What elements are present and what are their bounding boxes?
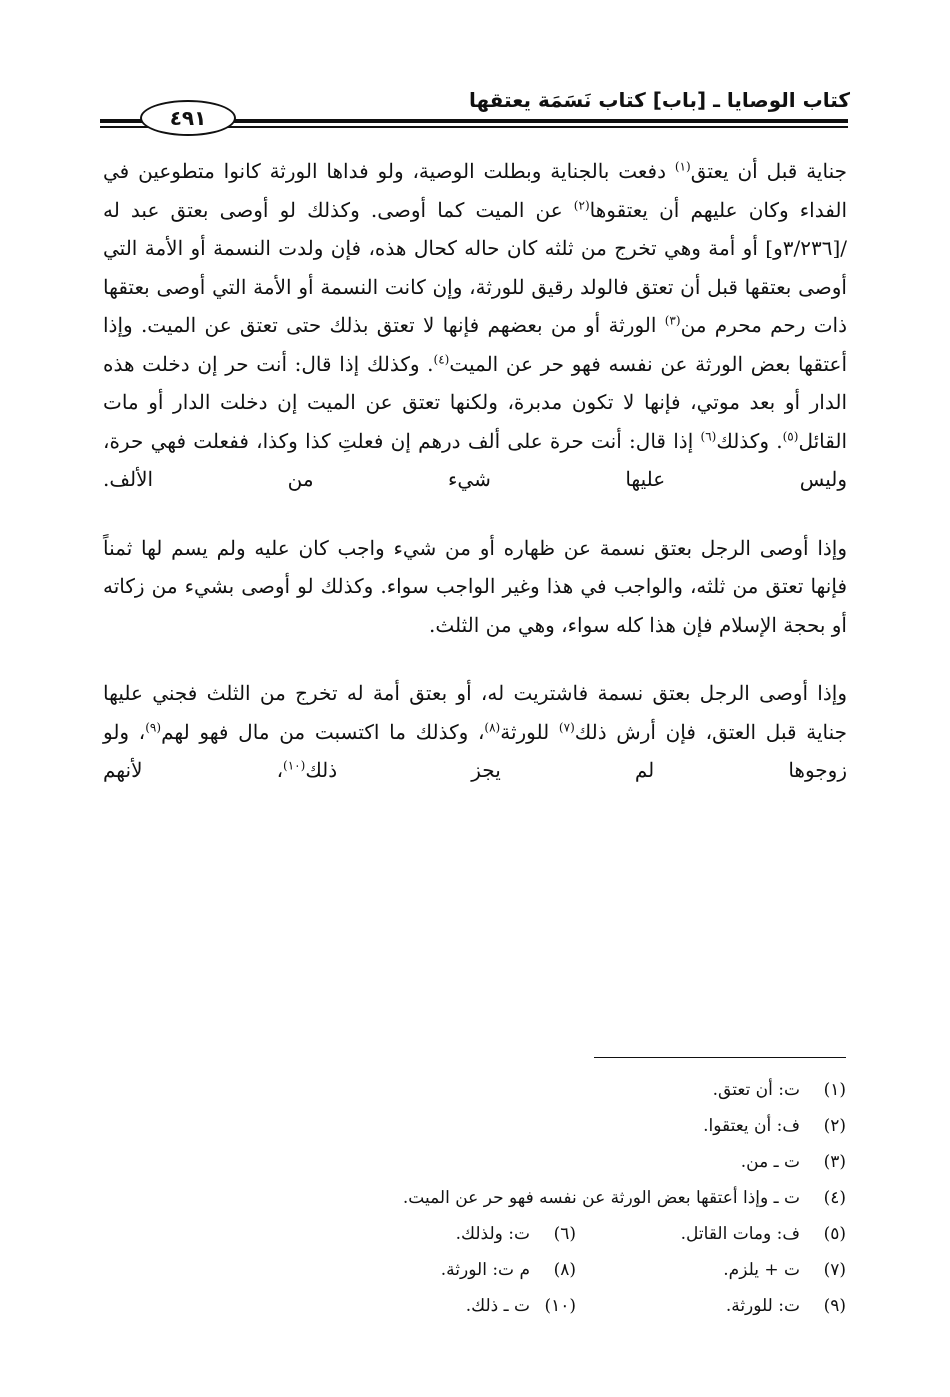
page-number: ٤٩١ [140, 100, 236, 136]
footnote-row-7-8 [300, 1252, 846, 1288]
footnote-5: (٥)ف: ومات القاتل. [680, 1224, 846, 1244]
footnote-ref-2[interactable]: (٢) [573, 197, 590, 212]
footnote-1: (١)ت: أن تعتق. [712, 1080, 846, 1100]
footnote-row-9-10 [300, 1288, 846, 1324]
footnote-ref-10[interactable]: (١٠) [283, 758, 306, 773]
footnote-ref-1[interactable]: (١) [674, 159, 691, 174]
footnote-ref-3[interactable]: (٣) [664, 313, 681, 328]
paragraph-1: جناية قبل أن يعتق$^{(١)}$ دفعت بالجناية وبطلت الوصية، ولو فداها الورثة كانوا متطوعين في الفداء وكان عليهم أن يعتقوها$^{(٢)}$ عن الميت كما أوصى. وكذلك لو أوصى بعتق عبد له /[٣/٢٣٦و] أو أمة وهي تخرج من ثلثه كان حاله كحال هذه، فإن ولدت النسمة أو الأمة التي أوصى بعتقها قبل أن تعتق فالولد رقيق للورثة، وإن كانت النسمة أو الأمة التي أوصى بعتقها ذات رحم محرم من$^{(٣)}$ الورثة أو من بعضهم فإنها لا تعتق بذلك حتى تعتق عن الميت. وإذا أعتقها بعض الورثة عن نفسه فهو حر عن الميت$^{(٤)}$. وكذلك إذا قال: أنت حر إن دخلت هذه الدار أو بعد موتي، فإنها لا تكون مدبرة، ولكنها تعتق عن الميت إن دخلت الدار أو مات القائل$^{(٥)}$. وكذلك$^{(٦)}$ إذا قال: أنت حرة على ألف درهم إن فعلتِ كذا وكذا، ففعلت فهي حرة، وليس عليها شيء من الألف. [103, 159, 848, 491]
footnotes [300, 1072, 846, 1324]
paragraph-3: وإذا أوصى الرجل بعتق نسمة فاشتريت له، أو بعتق أمة له تخرج من الثلث فجني عليها جناية قبل العتق، فإن أرش ذلك$^{(٧)}$ للورثة$^{(٨)}$، وكذلك ما اكتسبت من مال فهو لهم$^{(٩)}$، ولو زوجوها لم يجز ذلك$^{(١٠)}$، لأنهم [103, 681, 848, 782]
footnote-separator [594, 1057, 846, 1058]
footnote-4: (٤)ت ـ وإذا أعتقها بعض الورثة عن نفسه فهو حر عن الميت. [402, 1188, 846, 1208]
footnote-10: (١٠)ت ـ ذلك. [465, 1296, 576, 1316]
footnote-ref-7[interactable]: (٧) [558, 719, 575, 734]
footnote-ref-9[interactable]: (٩) [145, 719, 162, 734]
footnote-row-5-6 [300, 1216, 846, 1252]
footnote-7: (٧)ت + يلزم. [723, 1260, 846, 1280]
footnote-ref-4[interactable]: (٤) [433, 351, 450, 366]
footnote-ref-6[interactable]: (٦) [700, 428, 717, 443]
footnote-ref-8[interactable]: (٨) [484, 719, 501, 734]
footnote-3: (٣)ت ـ من. [740, 1152, 846, 1172]
footnote-2: (٢)ف: أن يعتقوا. [703, 1116, 846, 1136]
main-text [103, 152, 847, 790]
footnote-8: (٨)م ت: الورثة. [440, 1260, 576, 1280]
footnote-6: (٦)ت: ولذلك. [455, 1224, 576, 1244]
paragraph-2: وإذا أوصى الرجل بعتق نسمة عن ظهاره أو من شيء واجب كان عليه ولم يسم لها ثمناً فإنها تعتق من ثلثه، والواجب في هذا وغير الواجب سواء. وكذلك لو أوصى بشيء من زكاته أو بحجة الإسلام فإن هذا كله سواء، وهي من الثلث. [103, 535, 847, 637]
footnote-ref-5[interactable]: (٥) [782, 428, 799, 443]
running-header-title: كتاب الوصايا ـ [باب] كتاب نَسَمَة يعتقها [468, 88, 850, 112]
footnote-9: (٩)ت: للورثة. [725, 1296, 846, 1316]
